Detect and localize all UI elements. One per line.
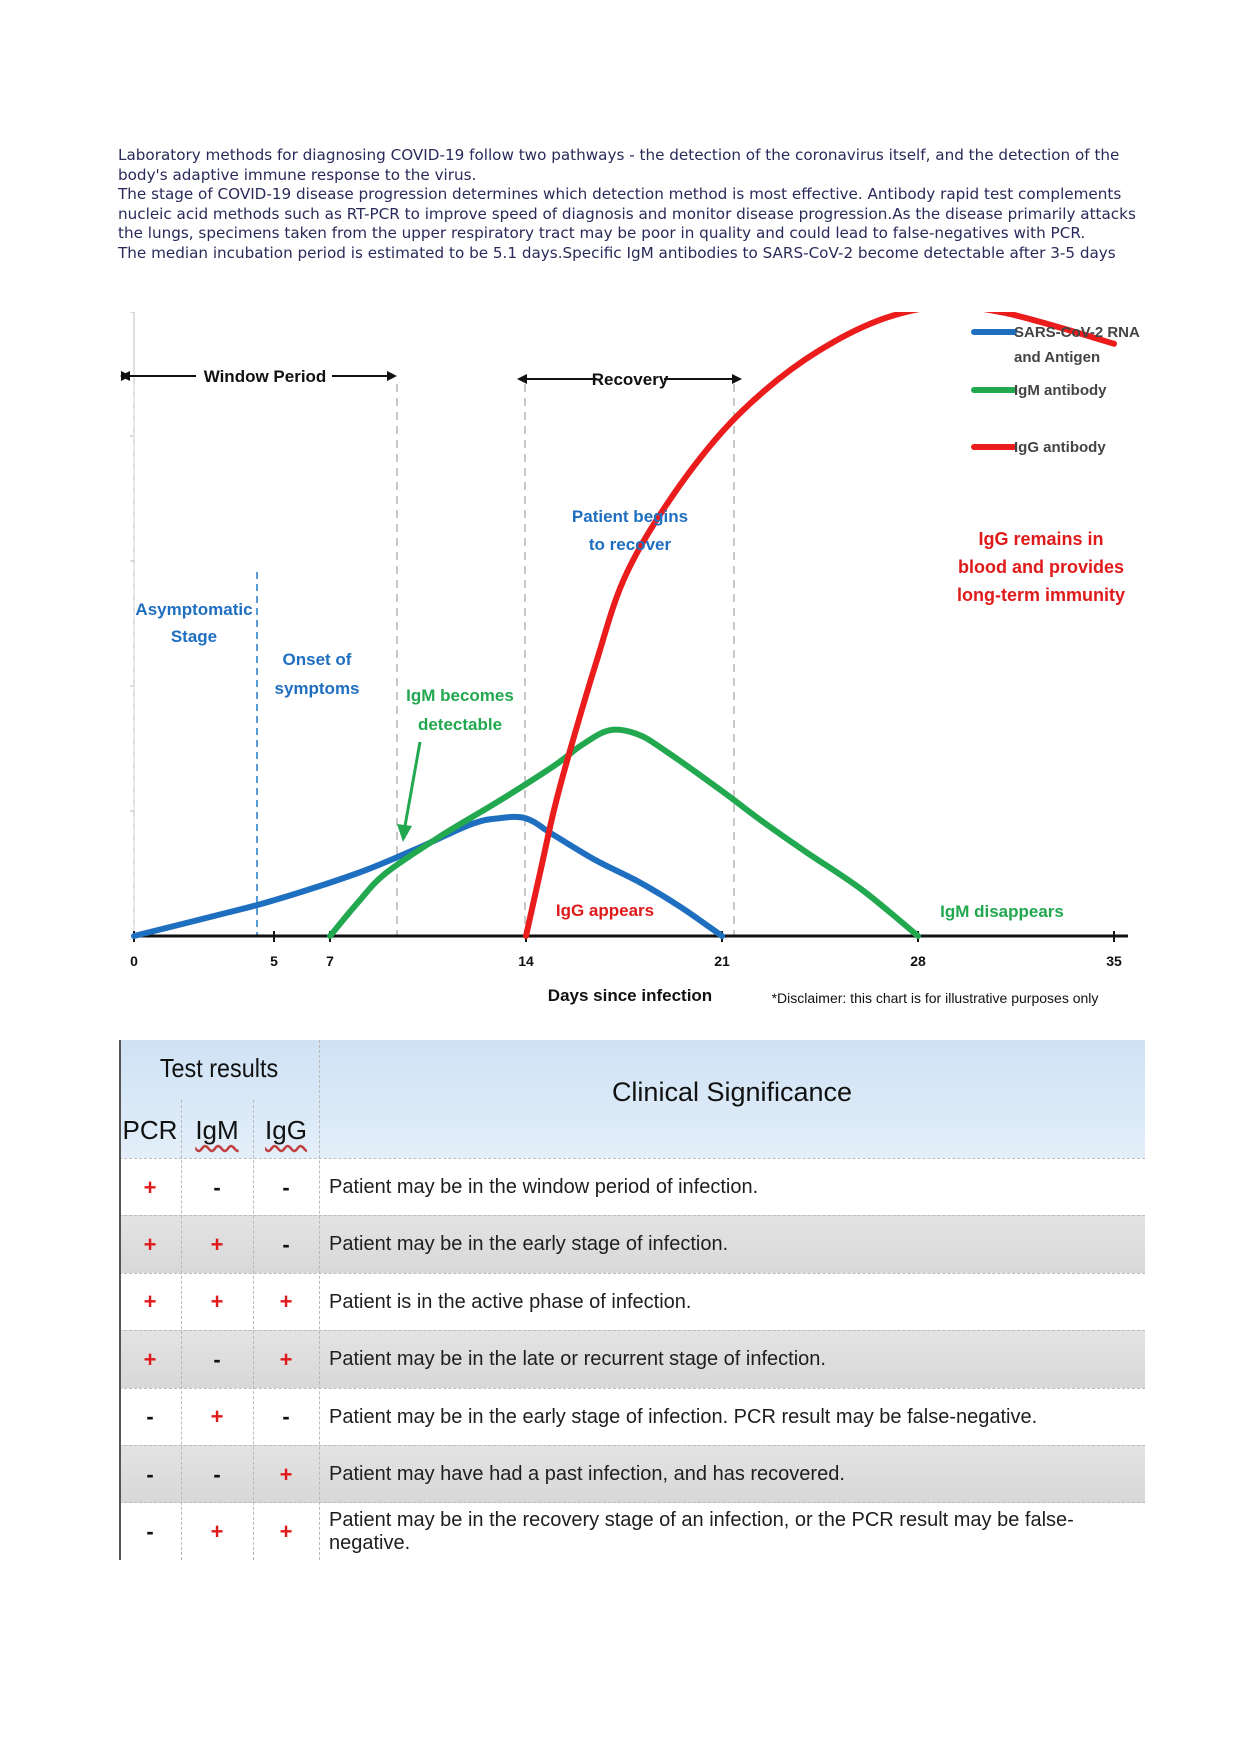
asymptomatic-label-1: Asymptomatic xyxy=(135,600,253,619)
clinical-significance-cell: Patient may be in the window period of infection. xyxy=(329,1176,759,1198)
recovery-arrowhead-right xyxy=(732,374,742,384)
x-axis-label: Days since infection xyxy=(547,986,713,1005)
table-row xyxy=(119,1502,1145,1560)
table-row xyxy=(119,1388,1145,1446)
column-header-pcr: PCR xyxy=(122,1114,178,1145)
result-igm-cell: - xyxy=(213,1461,221,1487)
legend-label-rna-1: SARS-CoV-2 RNA xyxy=(1014,324,1140,341)
igg-appears-label: IgG appears xyxy=(555,901,655,920)
intro-paragraph-2: The stage of COVID-19 disease progression determines which detection method is most effective. Antibody rapid test complements nucleic acid methods such as RT-PCR to improve speed of diagnosis and monitor disease progression.As the disease primarily attacks the lungs, specimens taken from the upper respiratory tract may be poor in quality and could lead to false-negatives with PCR. xyxy=(118,185,1136,243)
x-tick-label: 21 xyxy=(714,953,730,969)
result-pcr-cell: + xyxy=(143,1174,157,1200)
result-igg-cell: + xyxy=(279,1346,293,1372)
legend-label-igm: IgM antibody xyxy=(1014,382,1107,399)
result-pcr-cell: + xyxy=(143,1231,157,1257)
result-igm-cell: + xyxy=(210,1518,224,1544)
igm-detectable-label-2: detectable xyxy=(417,715,503,734)
window-period-arrowhead-right xyxy=(387,371,397,381)
igm-disappears-label: IgM disappears xyxy=(940,902,1064,921)
antibody-timeline-chart xyxy=(110,312,1150,1032)
result-pcr-cell: - xyxy=(146,1518,154,1544)
y-axis-ticks xyxy=(130,312,134,811)
clinical-significance-cell: Patient may have had a past infection, and has recovered. xyxy=(329,1463,845,1485)
x-tick-label: 0 xyxy=(130,953,138,969)
legend-label-igg: IgG antibody xyxy=(1014,439,1106,456)
result-pcr-cell: + xyxy=(143,1346,157,1372)
result-igg-cell: + xyxy=(279,1518,293,1544)
test-results-heading: Test results xyxy=(159,1052,279,1083)
series-lines xyxy=(134,312,1114,936)
x-tick-label: 7 xyxy=(326,953,334,969)
clinical-significance-cell: Patient is in the active phase of infection. xyxy=(329,1290,692,1313)
x-axis-tick-labels xyxy=(130,953,1122,969)
intro-paragraph-3: The median incubation period is estimated to be 5.1 days.Specific IgM antibodies to SARS-CoV-2 become detectable after 3-5 days xyxy=(118,243,1116,262)
result-igm-cell: - xyxy=(213,1174,221,1200)
recovery-arrowhead-left xyxy=(517,374,527,384)
x-tick-label: 35 xyxy=(1106,953,1122,969)
legend-label-rna-2: and Antigen xyxy=(1014,349,1101,366)
result-igm-cell: - xyxy=(213,1346,221,1372)
table-row xyxy=(119,1273,1145,1331)
table-divider-igm-igg xyxy=(253,1100,254,1560)
igg-remains-label-2: blood and provides xyxy=(957,557,1125,577)
table-row xyxy=(119,1445,1145,1503)
onset-label-1: Onset of xyxy=(282,650,352,669)
result-igm-cell: + xyxy=(210,1231,224,1257)
igm-detectable-arrow xyxy=(405,742,420,826)
x-tick-label: 28 xyxy=(910,953,926,969)
igm-detectable-arrowhead xyxy=(397,824,412,842)
table-row xyxy=(119,1215,1145,1273)
result-igg-cell: + xyxy=(279,1461,293,1487)
clinical-significance-cell: Patient may be in the early stage of infection. PCR result may be false-negative. xyxy=(329,1405,1038,1428)
x-tick-label: 5 xyxy=(270,953,278,969)
intro-paragraph-1: Laboratory methods for diagnosing COVID-19 follow two pathways - the detection of the coronavirus itself, and the detection of the body's adaptive immune response to the virus. xyxy=(118,146,1120,184)
asymptomatic-label-2: Stage xyxy=(170,627,218,646)
table-left-border xyxy=(119,1040,121,1560)
window-period-label: Window Period xyxy=(203,367,327,386)
test-results-table xyxy=(119,1040,1145,1560)
disclaimer-text: *Disclaimer: this chart is for illustrative purposes only xyxy=(771,990,1099,1006)
result-igg-cell: - xyxy=(282,1231,290,1257)
recovery-label: Recovery xyxy=(591,370,669,389)
result-pcr-cell: - xyxy=(146,1404,154,1430)
result-igg-cell: - xyxy=(282,1404,290,1430)
result-igg-cell: + xyxy=(279,1289,293,1315)
result-pcr-cell: - xyxy=(146,1461,154,1487)
result-pcr-cell: + xyxy=(143,1289,157,1315)
clinical-significance-cell: Patient may be in the recovery stage of an infection, or the PCR result may be false-negative. xyxy=(329,1508,1074,1554)
igg-remains-label-3: long-term immunity xyxy=(956,585,1126,605)
window-period-arrowhead-left xyxy=(120,371,130,381)
result-igm-cell: + xyxy=(210,1289,224,1315)
clinical-significance-cell: Patient may be in the late or recurrent stage of infection. xyxy=(329,1348,826,1371)
column-header-igm: IgM xyxy=(195,1114,239,1145)
recover-label-2: to recover xyxy=(588,535,672,554)
x-tick-label: 14 xyxy=(518,953,534,969)
table-divider-pcr-igm xyxy=(181,1100,182,1560)
chart-canvas xyxy=(110,312,1150,1032)
onset-label-2: symptoms xyxy=(274,679,360,698)
recover-label-1: Patient begins xyxy=(571,507,689,526)
intro-text xyxy=(118,146,1138,264)
column-header-igg: IgG xyxy=(265,1114,307,1145)
table-divider-significance xyxy=(319,1040,320,1560)
clinical-significance-cell: Patient may be in the early stage of infection. xyxy=(329,1233,729,1256)
igm-detectable-label-1: IgM becomes xyxy=(406,686,514,705)
result-igm-cell: + xyxy=(210,1404,224,1430)
result-igg-cell: - xyxy=(282,1174,290,1200)
column-header-significance: Clinical Significance xyxy=(611,1076,853,1107)
table-row xyxy=(119,1330,1145,1388)
table-row xyxy=(119,1158,1145,1216)
series-line-igg xyxy=(526,312,1114,936)
igg-remains-label-1: IgG remains in xyxy=(978,529,1104,549)
